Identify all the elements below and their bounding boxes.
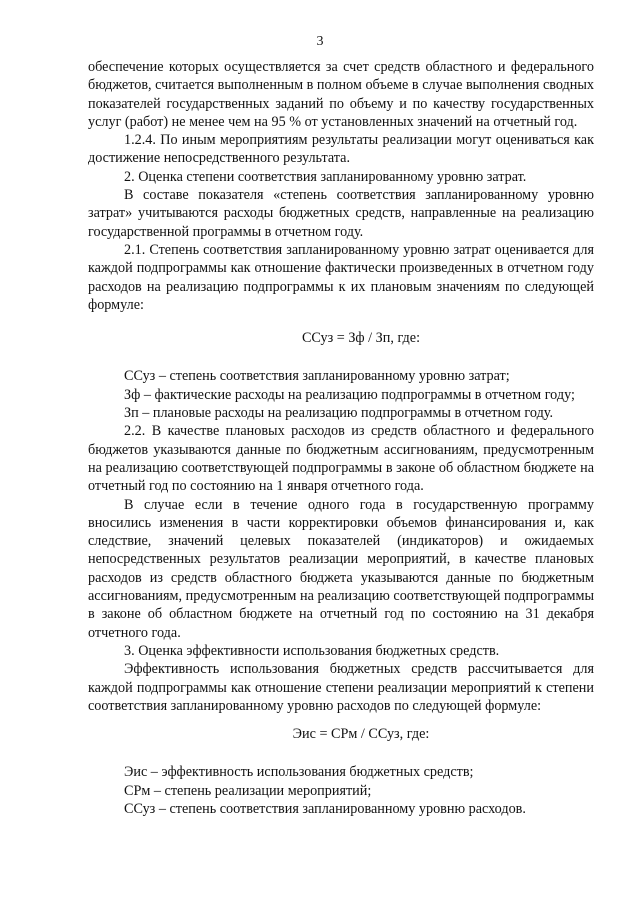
definition: СРм – степень реализации мероприятий; bbox=[124, 782, 372, 799]
paragraph: 2.2. В качестве плановых расходов из средств областного и федерального бюджетов указываются данные по бюджетным ассигнованиям, предусмотренным на реализацию соответствующей подпрограммы в законе об областном бюджете на отчетный год по состоянию на 1 января отчетного года. bbox=[88, 423, 594, 495]
document-body bbox=[88, 58, 594, 818]
section-heading: 3. Оценка эффективности использования бюджетных средств. bbox=[124, 642, 500, 659]
page-number: 3 bbox=[316, 34, 324, 49]
paragraph: В составе показателя «степень соответствия запланированному уровню затрат» учитываются расходы бюджетных средств, направленные на реализацию государственной программы в отчетном году. bbox=[88, 187, 594, 240]
definition: Эис – эффективность использования бюджетных средств; bbox=[124, 764, 474, 781]
formula: Эис = СРм / ССуз, где: bbox=[292, 726, 430, 743]
definition: ССуз – степень соответствия запланированному уровню затрат; bbox=[124, 368, 510, 385]
paragraph: 1.2.4. По иным мероприятиям результаты реализации могут оцениваться как достижение непосредственного результата. bbox=[88, 132, 594, 167]
paragraph: обеспечение которых осуществляется за счет средств областного и федерального бюджетов, считается выполненным в полном объеме в случае выполнения сводных показателей государственных заданий по объему и по качеству государственных услуг (работ) не менее чем на 95 % от установленных значений на отчетный год. bbox=[88, 59, 594, 130]
definition: Зф – фактические расходы на реализацию подпрограммы в отчетном году; bbox=[124, 386, 575, 403]
paragraph: В случае если в течение одного года в государственную программу вносились изменения в части корректировки объемов финансирования и, как следствие, значений целевых показателей (индикаторов) и ожидаемых непосредственных результатов реализации мероприятий, в качестве плановых расходов из средств областного бюджета указываются данные по бюджетным ассигнованиям, предусмотренным на реализацию соответствующей подпрограммы в законе об областном бюджете на отчетный год по состоянию на 31 декабря отчетного года. bbox=[88, 496, 594, 641]
paragraph: 2.1. Степень соответствия запланированному уровню затрат оценивается для каждой подпрограммы как отношение фактически произведенных в отчетном году расходов на реализацию подпрограммы к их плановым значениям по следующей формуле: bbox=[88, 241, 594, 313]
formula: ССуз = Зф / Зп, где: bbox=[301, 330, 421, 347]
paragraph: Эффективность использования бюджетных средств рассчитывается для каждой подпрограммы как отношение степени реализации мероприятий к степени соответствия запланированному уровню расходов по следующей формуле: bbox=[88, 661, 594, 714]
section-heading: 2. Оценка степени соответствия запланированному уровню затрат. bbox=[124, 168, 527, 185]
definition: Зп – плановые расходы на реализацию подпрограммы в отчетном году. bbox=[124, 405, 554, 422]
definition: ССуз – степень соответствия запланированному уровню расходов. bbox=[124, 800, 526, 817]
